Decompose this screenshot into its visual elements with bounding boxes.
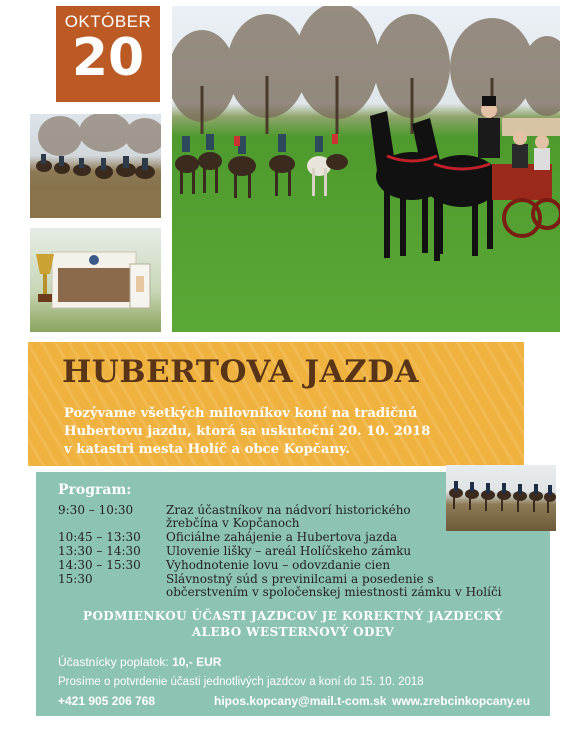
main-photo [172, 6, 560, 332]
date-day: 20 [71, 28, 145, 88]
condition-line-2: ALEBO WESTERNOVÝ ODEV [191, 625, 395, 639]
fee-label: Účastnícky poplatok: [58, 655, 169, 669]
title-banner [28, 342, 524, 466]
registration-note: Prosíme o potvrdenie účasti jednotlivých jazdcov a koní do 15. 10. 2018 [58, 676, 424, 688]
program-item [58, 531, 538, 545]
program-item-time: 13:30 – 14:30 [58, 544, 141, 558]
riders-photo [30, 114, 161, 218]
intro-line-1: Pozývame všetkých milovníkov koní na tradičnú [64, 406, 418, 421]
program-item-time: 15:30 [58, 572, 93, 586]
date-month: OKTÓBER [64, 12, 152, 31]
program-item-time: 10:45 – 13:30 [58, 530, 141, 544]
main-photo-drawing [172, 6, 560, 332]
program-item-desc: Slávnostný súd s previnilcami a posedenie s občerstvením v spoločenskej miestnosti zámku v Holíči [166, 572, 502, 599]
trophy-photo-drawing [30, 228, 161, 332]
program-item-desc: Zraz účastníkov na nádvorí historického žrebčína v Kopčanoch [166, 503, 411, 530]
intro-line-2: Hubertovu jazdu, ktorá sa uskutoční 20. 10. 2018 [64, 424, 431, 439]
riders-photo-drawing [30, 114, 161, 218]
program-item-time: 9:30 – 10:30 [58, 503, 134, 517]
participation-fee [58, 655, 221, 669]
program-item [58, 545, 538, 559]
date-box [56, 6, 160, 102]
phone-number[interactable]: +421 905 206 768 [58, 694, 156, 708]
program-item-desc: Oficiálne zahájenie a Hubertova jazda [166, 530, 398, 544]
trophy-photo [30, 228, 161, 332]
program-item-time: 14:30 – 15:30 [58, 558, 141, 572]
riders-lineup-photo [446, 465, 556, 531]
email-link[interactable]: hipos.kopcany@mail.t-com.sk [214, 694, 387, 708]
program-title: Program: [58, 482, 132, 498]
program-item-desc: Vyhodnotenie lovu – odovzdanie cien [166, 558, 391, 572]
dress-code-condition [36, 608, 550, 640]
program-item-desc: Ulovenie lišky – areál Holíčskeho zámku [166, 544, 412, 558]
intro-line-3: v katastri mesta Holíč a obce Kopčany. [64, 442, 350, 457]
event-title: HUBERTOVA JAZDA [62, 354, 420, 390]
program-item [58, 559, 538, 573]
riders-lineup-drawing [446, 465, 556, 531]
fee-value: 10,- EUR [172, 655, 222, 669]
website-link[interactable]: www.zrebcinkopcany.eu [392, 694, 531, 708]
condition-line-1: PODMIENKOU ÚČASTI JAZDCOV JE KOREKTNÝ JAZDECKÝ [83, 609, 503, 623]
